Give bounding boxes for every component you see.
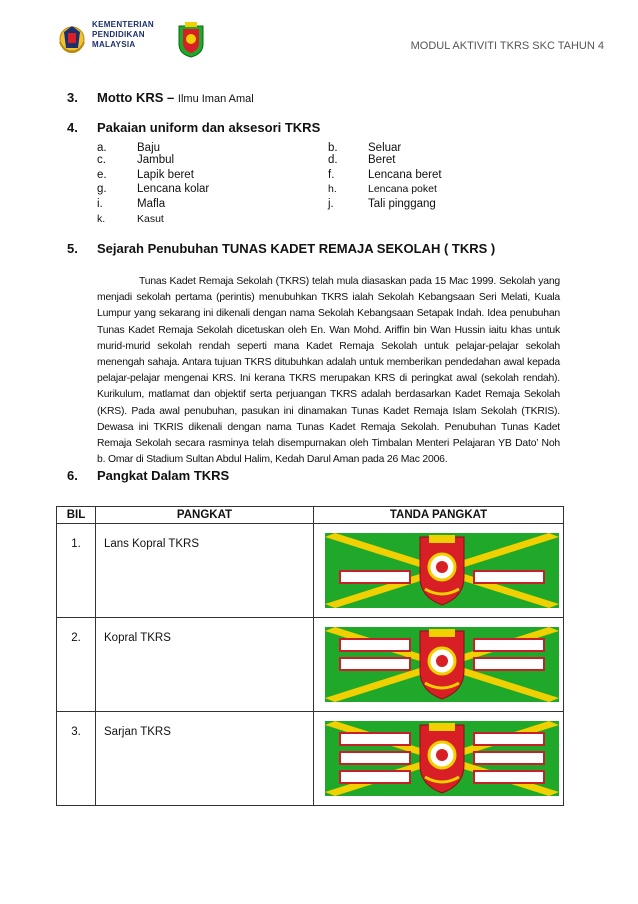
column-header-tanda-pangkat: TANDA PANGKAT [314, 507, 564, 524]
ministry-name: KEMENTERIAN PENDIDIKAN MALAYSIA [92, 20, 154, 49]
section-number: 4. [67, 120, 78, 135]
section-title: Pakaian uniform dan aksesori TKRS [97, 120, 321, 135]
motto-text: Ilmu Iman Amal [177, 93, 254, 105]
rank-insignia-image [325, 721, 559, 796]
column-header-pangkat: PANGKAT [96, 507, 314, 524]
section-number: 6. [67, 468, 78, 483]
row-number: 1. [71, 538, 81, 550]
rank-stripe [474, 639, 544, 651]
rank-name: Kopral TKRS [104, 632, 171, 644]
rank-stripe [474, 571, 544, 583]
rank-table [56, 506, 564, 806]
rank-stripe [474, 752, 544, 764]
rank-insignia-image [325, 533, 559, 608]
section-number: 5. [67, 241, 78, 256]
rank-stripe [340, 639, 410, 651]
table-header-row [57, 507, 564, 524]
row-number: 2. [71, 632, 81, 644]
tkrs-badge-icon [420, 629, 464, 699]
rank-stripe [474, 658, 544, 670]
rank-name: Sarjan TKRS [104, 726, 171, 738]
section-title: Motto KRS – Ilmu Iman Amal [97, 90, 254, 105]
table-row [57, 618, 564, 712]
table-row [57, 712, 564, 806]
table-row [57, 524, 564, 618]
rank-name: Lans Kopral TKRS [104, 538, 200, 550]
section-title: Sejarah Penubuhan TUNAS KADET REMAJA SEKOLAH ( TKRS ) [97, 241, 496, 256]
rank-stripe [340, 571, 410, 583]
page-header [0, 0, 638, 70]
column-header-bil: BIL [57, 507, 96, 524]
rank-stripe [474, 771, 544, 783]
tkrs-emblem-logo [176, 20, 206, 58]
tkrs-badge-icon [420, 535, 464, 605]
rank-stripe [340, 658, 410, 670]
rank-stripe [340, 752, 410, 764]
section-title: Pangkat Dalam TKRS [97, 468, 230, 483]
rank-stripe [340, 733, 410, 745]
rank-stripe [474, 733, 544, 745]
module-title: MODUL AKTIVITI TKRS SKC TAHUN 4 [410, 40, 604, 52]
tkrs-badge-icon [420, 723, 464, 793]
section-number: 3. [67, 90, 78, 105]
rank-insignia-image [325, 627, 559, 702]
row-number: 3. [71, 726, 81, 738]
rank-stripe [340, 771, 410, 783]
history-paragraph: Tunas Kadet Remaja Sekolah (TKRS) telah mula diasaskan pada 15 Mac 1999. Sekolah yang menjadi sekolah pertama (perintis) menubuhkan TKRS ialah Sekolah Kebangsaan Seri Melati, Kuala Lumpur yang sekarang ini dikenali dengan nama Sekolah Kebangsaan Setapak Indah. Idea penubuhan Tunas Kadet Remaja Sekolah dicetuskan oleh En. Wan Mohd. Ariffin bin Wan Hussin iaitu khas untuk murid-murid sekolah rendah seperti mana Kadet Remaja Sekolah untuk pelajar-pelajar sekolah menengah sahaja. Antara tujuan TKRS ditubuhkan adalah untuk memberikan pendedahan awal kepada pelajar-pelajar mengenai KRS. Ini kerana TKRS merupakan KRS di peringkat awal (sekolah rendah). Kurikulum, matlamat dan objektif serta perjuangan TKRS adalah berdasarkan Kadet Remaja Sekolah (KRS). Pada awal penubuhan, pasukan ini dinamakan Tunas Kadet Remaja Islam Sekolah (TKRIS). Dewasa ini TKRIS dikenali dengan nama Tunas Kadet Remaja Sekolah. Penubuhan Tunas Kadet Remaja Sekolah secara rasminya telah disempurnakan oleh Timbalan Menteri Pelajaran YB Dato’ Noh b. Omar di Stadium Sultan Abdul Halim, Kedah Darul Aman pada 26 Mac 2006. [97, 276, 560, 466]
